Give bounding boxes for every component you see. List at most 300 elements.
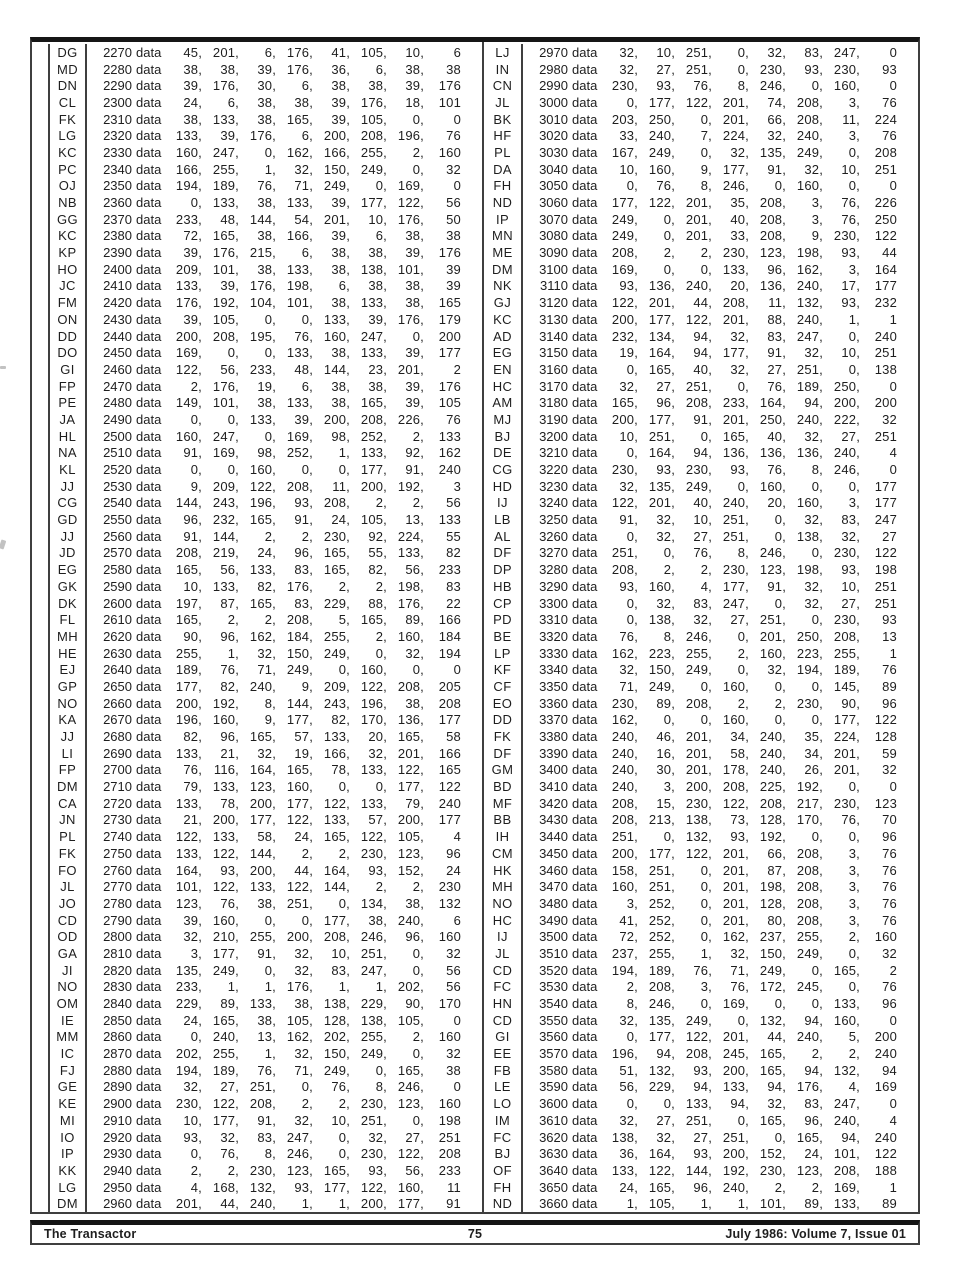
line-number: 2790 (103, 912, 132, 928)
value-cell: 27, (841, 595, 860, 611)
line-number: 2890 (103, 1079, 132, 1095)
value-cell: 0, (700, 879, 712, 895)
listing-row (32, 1145, 482, 1162)
value-cell: 24, (804, 1146, 823, 1162)
value-cell: 233, (249, 361, 276, 377)
value-cell: 105, (212, 311, 239, 327)
value-cell: 0, (848, 779, 860, 795)
data-keyword: data (572, 478, 598, 494)
value-cell: 208, (685, 1046, 712, 1062)
value-cell: 1, (700, 945, 712, 961)
line-number: 3300 (539, 595, 568, 611)
value-cell: 0, (301, 462, 313, 478)
value-cell: 76, (220, 662, 239, 678)
basic-line (523, 245, 897, 260)
value-cell: 0, (848, 178, 860, 194)
line-number: 3310 (539, 612, 568, 628)
line-number: 2700 (103, 762, 132, 778)
data-keyword: data (572, 979, 598, 995)
checksum-cell: KC (48, 144, 87, 161)
value-cell: 177, (360, 462, 387, 478)
line-number: 3440 (539, 829, 568, 845)
value-cell: 255, (360, 1029, 387, 1045)
value-cell: 27 (882, 528, 897, 544)
line-number: 2910 (103, 1112, 132, 1128)
value-cell: 247 (874, 512, 897, 528)
basic-line (523, 312, 897, 327)
basic-line (523, 1079, 897, 1094)
row-gutter (32, 294, 48, 311)
checksum-cell: FJ (48, 1062, 87, 1079)
basic-line (87, 1130, 461, 1145)
value-cell: 198, (397, 578, 424, 594)
data-keyword: data (572, 895, 598, 911)
value-cell: 123, (759, 245, 786, 261)
value-cell: 165, (648, 1179, 675, 1195)
value-cell: 165, (397, 729, 424, 745)
value-cell: 38, (294, 94, 313, 110)
line-number: 2550 (103, 512, 132, 528)
value-cell: 177, (360, 195, 387, 211)
value-cell: 96, (693, 1179, 712, 1195)
value-cell: 2, (338, 578, 350, 594)
value-cell: 36, (619, 1146, 638, 1162)
basic-line (523, 62, 897, 77)
line-number: 3210 (539, 445, 568, 461)
value-cell: 144, (323, 361, 350, 377)
value-cell: 0, (338, 662, 350, 678)
value-cell: 122, (212, 845, 239, 861)
line-number: 2750 (103, 845, 132, 861)
data-keyword: data (136, 695, 162, 711)
value-cell: 250, (648, 111, 675, 127)
value-cell: 177, (648, 94, 675, 110)
value-cell: 94, (804, 395, 823, 411)
value-cell: 201, (323, 211, 350, 227)
value-cell: 152, (397, 862, 424, 878)
value-cell: 136, (397, 712, 424, 728)
value-cell: 133, (175, 795, 202, 811)
value-cell: 209, (175, 261, 202, 277)
listing-row (484, 378, 918, 395)
value-cell: 249, (611, 211, 638, 227)
value-cell: 32, (730, 328, 749, 344)
basic-line (523, 212, 897, 227)
value-cell: 20, (767, 495, 786, 511)
value-cell: 38, (405, 228, 424, 244)
value-cell: 93, (368, 1162, 387, 1178)
checksum-cell: OM (48, 995, 87, 1012)
line-number: 3260 (539, 528, 568, 544)
value-cell: 36, (331, 61, 350, 77)
value-cell: 133, (360, 762, 387, 778)
value-cell: 94, (693, 345, 712, 361)
value-cell: 9, (811, 228, 823, 244)
line-number: 2350 (103, 178, 132, 194)
checksum-cell: JL (484, 94, 523, 111)
data-keyword: data (136, 862, 162, 878)
data-keyword: data (572, 612, 598, 628)
basic-line (87, 746, 461, 761)
basic-line (87, 195, 461, 210)
listing-row (484, 1195, 918, 1212)
value-cell: 32, (257, 645, 276, 661)
value-cell: 136, (759, 445, 786, 461)
line-number: 2930 (103, 1146, 132, 1162)
checksum-cell: BK (484, 111, 523, 128)
data-keyword: data (136, 528, 162, 544)
line-number: 2620 (103, 628, 132, 644)
line-number: 2830 (103, 979, 132, 995)
data-keyword: data (572, 745, 598, 761)
basic-line (87, 896, 461, 911)
basic-line (523, 1196, 897, 1211)
value-cell: 0, (774, 512, 786, 528)
value-cell: 208, (833, 628, 860, 644)
row-gutter (32, 1079, 48, 1096)
row-gutter (32, 695, 48, 712)
value-cell: 136, (796, 445, 823, 461)
value-cell: 6, (301, 128, 313, 144)
line-number: 3070 (539, 211, 568, 227)
value-cell: 246, (833, 462, 860, 478)
value-cell: 32 (882, 762, 897, 778)
value-cell: 240, (759, 729, 786, 745)
value-cell: 202, (397, 979, 424, 995)
checksum-cell: FH (484, 1179, 523, 1196)
value-cell: 230, (833, 545, 860, 561)
value-cell: 30, (656, 762, 675, 778)
listing-row (32, 745, 482, 762)
value-cell: 5, (848, 1029, 860, 1045)
value-cell: 240, (611, 779, 638, 795)
value-cell: 160, (212, 912, 239, 928)
basic-line (87, 879, 461, 894)
value-cell: 123, (397, 1096, 424, 1112)
data-keyword: data (572, 1029, 598, 1045)
value-cell: 38, (257, 261, 276, 277)
value-cell: 32 (882, 945, 897, 961)
value-cell: 0, (663, 712, 675, 728)
value-cell: 66, (767, 111, 786, 127)
value-cell: 18, (405, 94, 424, 110)
row-gutter (32, 628, 48, 645)
listing-row (32, 912, 482, 929)
value-cell: 202, (175, 1046, 202, 1062)
value-cell: 2, (375, 578, 387, 594)
value-cell: 184 (438, 628, 461, 644)
checksum-cell: GJ (484, 294, 523, 311)
basic-line (523, 646, 897, 661)
value-cell: 76, (220, 895, 239, 911)
listing-row (484, 962, 918, 979)
value-cell: 76 (446, 128, 461, 144)
value-cell: 105, (397, 829, 424, 845)
line-number: 2480 (103, 395, 132, 411)
value-cell: 76, (656, 178, 675, 194)
data-keyword: data (572, 395, 598, 411)
value-cell: 201, (685, 729, 712, 745)
value-cell: 32, (257, 745, 276, 761)
value-cell: 2, (737, 695, 749, 711)
value-cell: 32, (294, 962, 313, 978)
value-cell: 249, (685, 478, 712, 494)
basic-line (523, 729, 897, 744)
value-cell: 208 (438, 1146, 461, 1162)
value-cell: 128, (759, 895, 786, 911)
value-cell: 1, (301, 1196, 313, 1212)
value-cell: 219, (212, 545, 239, 561)
data-keyword: data (136, 178, 162, 194)
checksum-cell: HF (484, 127, 523, 144)
value-cell: 201, (648, 295, 675, 311)
value-cell: 122, (249, 478, 276, 494)
value-cell: 0, (375, 1062, 387, 1078)
basic-line (523, 262, 897, 277)
basic-line (523, 329, 897, 344)
line-number: 3510 (539, 945, 568, 961)
value-cell: 26, (804, 762, 823, 778)
value-cell: 9, (700, 161, 712, 177)
data-keyword: data (136, 979, 162, 995)
value-cell: 76, (693, 962, 712, 978)
data-keyword: data (572, 945, 598, 961)
value-cell: 170 (438, 996, 461, 1012)
value-cell: 177, (286, 712, 313, 728)
value-cell: 0, (811, 996, 823, 1012)
value-cell: 133, (833, 996, 860, 1012)
listing-row (484, 1095, 918, 1112)
value-cell: 76 (882, 845, 897, 861)
data-keyword: data (136, 662, 162, 678)
listing-row (32, 678, 482, 695)
data-keyword: data (136, 78, 162, 94)
listing-column-right (482, 42, 918, 1212)
listing-row (484, 561, 918, 578)
value-cell: 2, (774, 1179, 786, 1195)
row-gutter (32, 94, 48, 111)
listing-row (32, 411, 482, 428)
checksum-cell: FM (48, 294, 87, 311)
checksum-cell: CP (484, 595, 523, 612)
checksum-cell: OF (484, 1162, 523, 1179)
basic-line (523, 512, 897, 527)
listing-row (32, 1195, 482, 1212)
checksum-cell: BE (484, 628, 523, 645)
value-cell: 208, (796, 94, 823, 110)
value-cell: 2, (301, 1096, 313, 1112)
value-cell: 101, (212, 395, 239, 411)
line-number: 2900 (103, 1096, 132, 1112)
basic-line (87, 1163, 461, 1178)
value-cell: 203, (611, 111, 638, 127)
line-number: 2450 (103, 345, 132, 361)
value-cell: 152, (759, 1146, 786, 1162)
value-cell: 32, (183, 1079, 202, 1095)
value-cell: 255, (212, 1046, 239, 1062)
value-cell: 169, (397, 178, 424, 194)
row-gutter (32, 895, 48, 912)
value-cell: 56, (405, 562, 424, 578)
line-number: 3550 (539, 1012, 568, 1028)
checksum-cell: FK (48, 111, 87, 128)
value-cell: 1 (889, 311, 897, 327)
line-number: 3270 (539, 545, 568, 561)
value-cell: 93, (619, 578, 638, 594)
value-cell: 93, (804, 61, 823, 77)
value-cell: 0, (190, 1029, 202, 1045)
checksum-cell: GI (484, 1029, 523, 1046)
listing-row (484, 294, 918, 311)
line-number: 3220 (539, 462, 568, 478)
value-cell: 1, (626, 1196, 638, 1212)
value-cell: 10, (331, 1112, 350, 1128)
value-cell: 255, (796, 929, 823, 945)
value-cell: 0, (737, 1112, 749, 1128)
value-cell: 1, (264, 979, 276, 995)
row-gutter (32, 611, 48, 628)
checksum-cell: MJ (484, 411, 523, 428)
checksum-cell: EO (484, 695, 523, 712)
value-cell: 8, (811, 462, 823, 478)
value-cell: 164, (249, 762, 276, 778)
value-cell: 32, (183, 929, 202, 945)
value-cell: 158, (611, 862, 638, 878)
value-cell: 208, (796, 895, 823, 911)
line-number: 3530 (539, 979, 568, 995)
data-keyword: data (572, 595, 598, 611)
value-cell: 56 (446, 195, 461, 211)
value-cell: 39 (446, 278, 461, 294)
value-cell: 133, (286, 261, 313, 277)
checksum-cell: HC (484, 912, 523, 929)
value-cell: 251, (360, 1112, 387, 1128)
listing-row (484, 945, 918, 962)
value-cell: 133, (323, 311, 350, 327)
value-cell: 76, (257, 178, 276, 194)
value-cell: 105, (360, 512, 387, 528)
value-cell: 76, (730, 979, 749, 995)
value-cell: 38, (294, 996, 313, 1012)
value-cell: 93, (656, 78, 675, 94)
data-keyword: data (136, 929, 162, 945)
value-cell: 230, (833, 612, 860, 628)
data-keyword: data (136, 128, 162, 144)
value-cell: 55 (446, 528, 461, 544)
value-cell: 11 (447, 1179, 461, 1195)
value-cell: 176, (249, 128, 276, 144)
value-cell: 10, (183, 578, 202, 594)
basic-line (87, 495, 461, 510)
value-cell: 247, (722, 595, 749, 611)
value-cell: 246, (759, 78, 786, 94)
value-cell: 39, (331, 228, 350, 244)
value-cell: 94, (693, 445, 712, 461)
value-cell: 122, (648, 195, 675, 211)
value-cell: 0 (889, 78, 897, 94)
checksum-cell: KP (48, 244, 87, 261)
value-cell: 201, (722, 895, 749, 911)
checksum-cell: LB (484, 511, 523, 528)
basic-line (87, 712, 461, 727)
value-cell: 179 (438, 311, 461, 327)
value-cell: 11, (332, 478, 350, 494)
line-number: 2630 (103, 645, 132, 661)
value-cell: 94, (730, 1096, 749, 1112)
value-cell: 6, (375, 228, 387, 244)
value-cell: 209, (323, 678, 350, 694)
value-cell: 255, (360, 144, 387, 160)
value-cell: 250, (796, 628, 823, 644)
line-number: 2610 (103, 612, 132, 628)
checksum-cell: HK (484, 862, 523, 879)
line-number: 3650 (539, 1179, 568, 1195)
value-cell: 96 (882, 996, 897, 1012)
value-cell: 32, (656, 528, 675, 544)
value-cell: 245, (796, 979, 823, 995)
listing-row (32, 828, 482, 845)
line-number: 2940 (103, 1162, 132, 1178)
value-cell: 170, (796, 812, 823, 828)
value-cell: 165, (249, 512, 276, 528)
line-number: 3020 (539, 128, 568, 144)
value-cell: 252, (286, 445, 313, 461)
value-cell: 176, (249, 278, 276, 294)
value-cell: 247, (212, 144, 239, 160)
basic-line (87, 1063, 461, 1078)
value-cell: 133 (438, 512, 461, 528)
basic-line (87, 295, 461, 310)
value-cell: 123, (759, 562, 786, 578)
value-cell: 240, (249, 1196, 276, 1212)
value-cell: 132, (648, 1062, 675, 1078)
line-number: 3450 (539, 845, 568, 861)
data-keyword: data (136, 445, 162, 461)
value-cell: 38 (446, 1062, 461, 1078)
value-cell: 230, (685, 462, 712, 478)
data-keyword: data (572, 879, 598, 895)
data-keyword: data (136, 829, 162, 845)
value-cell: 251, (611, 545, 638, 561)
basic-line (87, 429, 461, 444)
checksum-cell: CF (484, 678, 523, 695)
value-cell: 73, (730, 812, 749, 828)
listing-row (484, 144, 918, 161)
value-cell: 90, (183, 628, 202, 644)
page-footer (30, 1220, 920, 1245)
value-cell: 76, (257, 1062, 276, 1078)
value-cell: 251, (722, 1129, 749, 1145)
basic-line (523, 662, 897, 677)
basic-line (523, 545, 897, 560)
basic-line (87, 579, 461, 594)
value-cell: 255, (648, 945, 675, 961)
value-cell: 3, (848, 495, 860, 511)
data-keyword: data (136, 745, 162, 761)
line-number: 3150 (539, 345, 568, 361)
value-cell: 35, (804, 729, 823, 745)
data-keyword: data (572, 311, 598, 327)
value-cell: 165 (438, 762, 461, 778)
value-cell: 247, (833, 1096, 860, 1112)
checksum-cell: GP (48, 678, 87, 695)
value-cell: 96, (804, 1112, 823, 1128)
basic-line (87, 979, 461, 994)
value-cell: 6, (301, 245, 313, 261)
value-cell: 229, (175, 996, 202, 1012)
row-gutter (32, 945, 48, 962)
checksum-cell: KE (48, 1095, 87, 1112)
